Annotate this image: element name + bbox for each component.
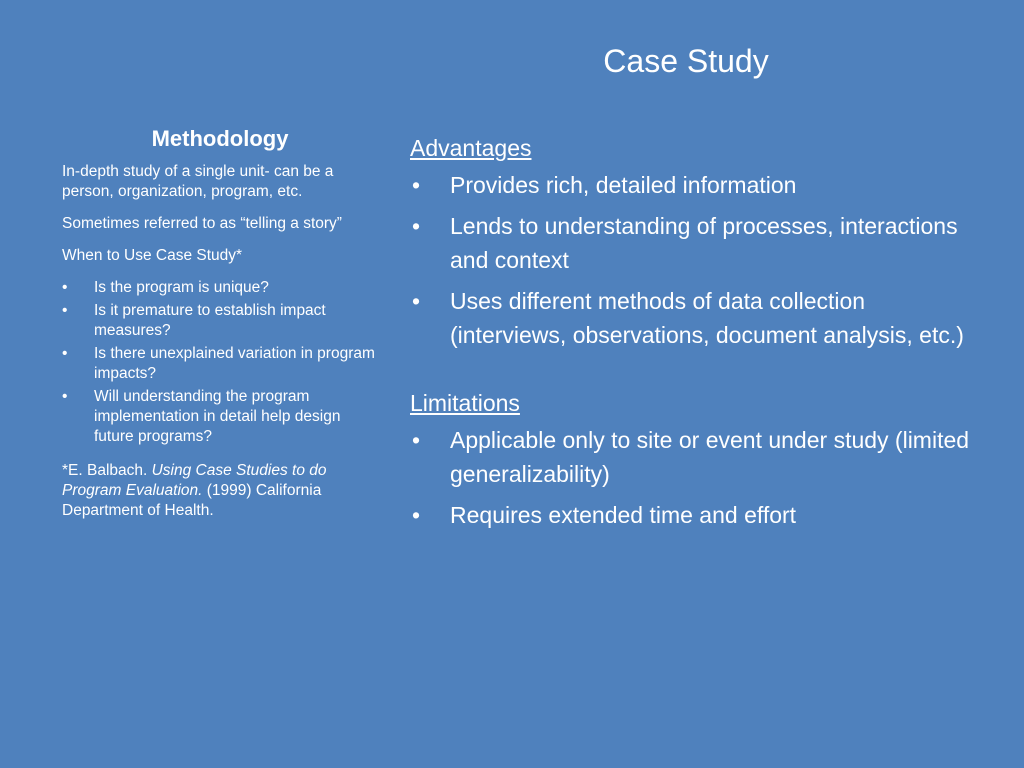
bullet-icon: • [412,502,421,528]
methodology-bullet-text: Is it premature to establish impact measures? [94,302,326,339]
methodology-paragraph-story: Sometimes referred to as “telling a story” [62,215,342,232]
citation-suffix: (1999) California Department of Health. [62,482,322,519]
advantages-list [410,168,970,352]
methodology-paragraph-definition: In-depth study of a single unit- can be a person, organization, program, etc. [62,163,334,200]
advantage-text: Provides rich, detailed information [450,172,797,198]
section-spacer [410,359,970,387]
methodology-bullet-text: Is the program is unique? [94,279,269,296]
citation-title: Using Case Studies to do Program Evaluation. [62,462,327,499]
methodology-column [62,124,378,533]
bullet-icon: • [62,345,68,362]
advantage-item [410,209,970,277]
bullet-icon: • [412,427,421,453]
advantage-item [410,168,970,202]
citation [62,461,378,521]
methodology-heading: Methodology [151,126,289,151]
limitations-heading: Limitations [410,390,520,416]
advantage-item [410,284,970,352]
bullet-icon: • [62,279,68,296]
limitation-text: Requires extended time and effort [450,502,797,528]
advantage-text: Lends to understanding of processes, interactions and context [450,213,958,273]
methodology-bullet-list [62,278,378,447]
limitation-text: Applicable only to site or event under study (limited generalizability) [450,427,970,487]
advantages-heading: Advantages [410,135,532,161]
bullet-icon: • [412,288,421,314]
bullet-icon: • [412,213,421,239]
methodology-paragraph-when: When to Use Case Study* [62,247,243,264]
limitations-list [410,423,970,532]
pros-cons-column [410,132,970,539]
bullet-icon: • [412,172,421,198]
citation-prefix: *E. Balbach. [62,462,152,479]
limitation-item [410,423,970,491]
advantage-text: Uses different methods of data collection (interviews, observations, document analysis, etc.) [450,288,964,348]
bullet-icon: • [62,388,68,405]
bullet-icon: • [62,302,68,319]
methodology-bullet-item [62,344,378,384]
methodology-bullet-item [62,278,378,298]
slide-title: Case Study [603,43,769,79]
methodology-bullet-item [62,301,378,341]
methodology-bullet-text: Will understanding the program implementation in detail help design future programs? [94,388,341,445]
limitation-item [410,498,970,532]
methodology-bullet-item [62,387,378,447]
methodology-bullet-text: Is there unexplained variation in program impacts? [94,345,375,382]
